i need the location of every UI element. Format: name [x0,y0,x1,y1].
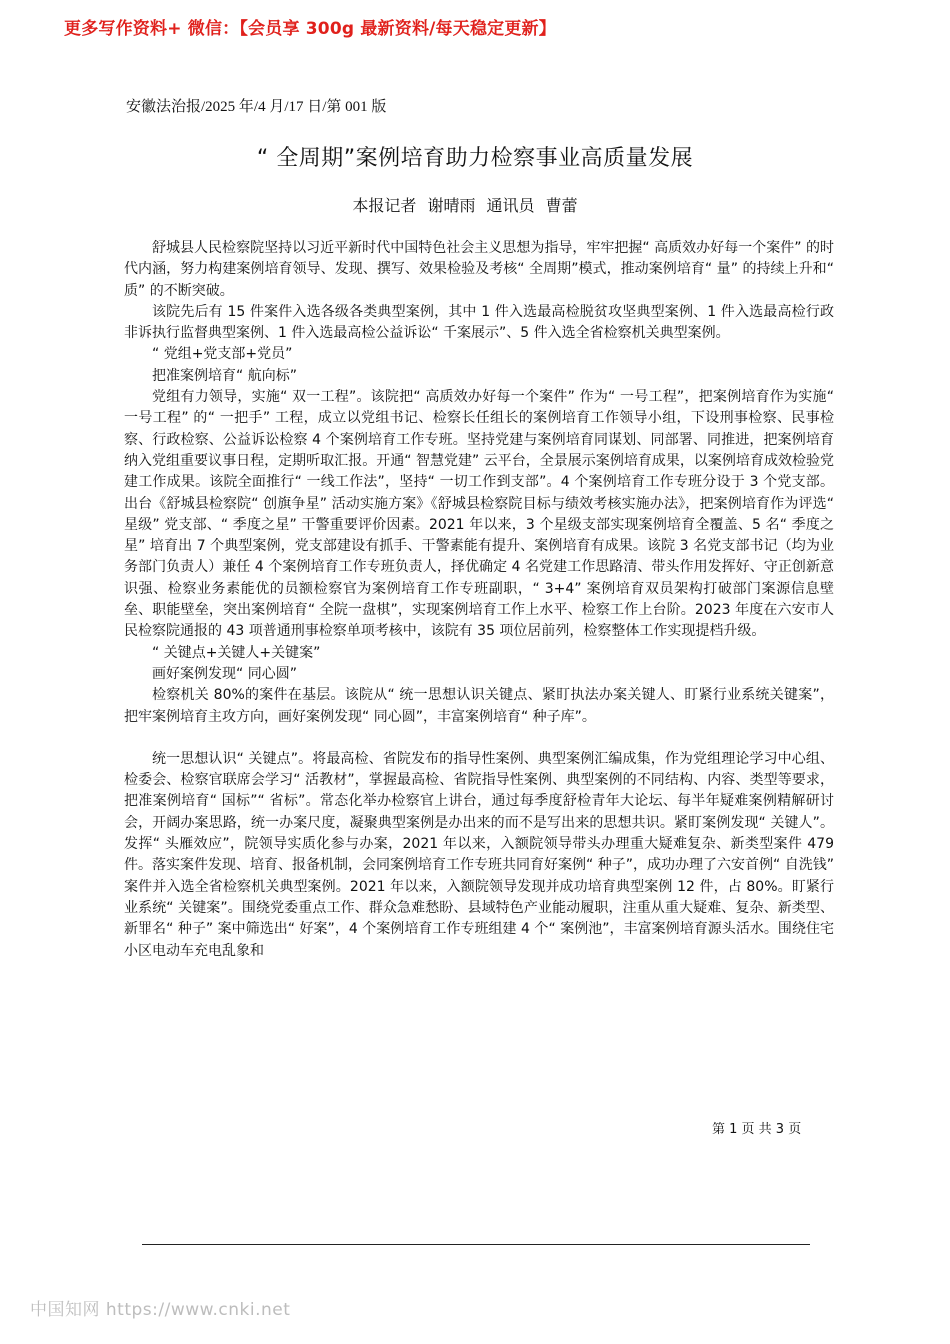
promo-banner: 更多写作资料+ 微信：【会员享 300g 最新资料/每天稳定更新】 [64,19,556,39]
subheading: 画好案例发现“ 同心圆” [152,665,297,682]
source-line: 安徽法治报/2025 年/4 月/17 日/第 001 版 [126,99,387,115]
footer-watermark: 中国知网 https://www.cnki.net [30,1300,291,1320]
paragraph: 统一思想认识“ 关键点”。将最高检、省院发布的指导性案例、典型案例汇编成集，作为党组理论学习中心组、检委会、检察官联席会学习“ 活教材”，掌握最高检、省院指导性案例、典型案例的不同结构、内容、类型等要求，把准案例培育“ 国标”“ 省标”。常态化举办检察官上讲台，通过每季度舒检青年大论坛、每半年疑难案例精解研讨会，开阔办案思路，统一办案尺度，凝聚典型案例是办出来的而不是写出来的思想共识。紧盯案例发现“ 关键人”。发挥“ 头雁效应”，院领导实质化参与办案，2021 年以来，入额院领导带头办理重大疑难复杂、新类型案件 479 件。落实案件发现、培育、报备机制，会同案例培育工作专班共同育好案例“ 种子”，成功办理了六安首例“ 自洗钱” 案件并入选全省检察机关典型案例。2021 年以来，入额院领导发现并成功培育典型案例 12 件，占 80%。盯紧行业系统“ 关键案”。围绕党委重点工作、群众急难愁盼、县域特色产业能动履职，注重从重大疑难、复杂、新类型、新罪名“ 种子” 案中筛选出“ 好案”，4 个案例培育工作专班组建 4 个“ 案例池”，丰富案例培育源头活水。围绕住宅小区电动车充电乱象和 [124,750,834,959]
paragraph: 该院先后有 15 件案件入选各级各类典型案例，其中 1 件入选最高检脱贫攻坚典型案例、1 件入选最高检行政非诉执行监督典型案例、1 件入选最高检公益诉讼“ 千案展示”、5 件入选全省检察机关典型案例。 [124,303,834,342]
subheading: “ 党组+党支部+党员” [152,346,293,363]
subheading: “ 关键点+关键人+关键案” [152,644,321,661]
page-indicator: 第 1 页 共 3 页 [712,1122,802,1137]
paragraph: 检察机关 80%的案件在基层。该院从“ 统一思想认识关键点、紧盯执法办案关键人、盯紧行业系统关键案”，把牢案例培育主攻方向，画好案例发现“ 同心圆”，丰富案例培育“ 种子库”。 [124,687,834,725]
article-body [124,238,834,962]
subheading: 把准案例培育“ 航向标” [152,367,297,384]
byline: 本报记者 谢晴雨 通讯员 曹蕾 [352,196,578,215]
paragraph: 舒城县人民检察院坚持以习近平新时代中国特色社会主义思想为指导，牢牢把握“ 高质效办好每一个案件” 的时代内涵，努力构建案例培育领导、发现、撰写、效果检验及考核“ 全周期”模式，推动案例培育“ 量” 的持续上升和“ 质” 的不断突破。 [124,240,834,299]
article-title: “ 全周期”案例培育助力检察事业高质量发展 [256,146,694,171]
paragraph: 党组有力领导，实施“ 双一工程”。该院把“ 高质效办好每一个案件” 作为“ 一号工程”，把案例培育作为实施“ 一号工程” 的“ 一把手” 工程，成立以党组书记、检察长任组长的案例培育工作领导小组，下设刑事检察、民事检察、行政检察、公益诉讼检察 4 个案例培育工作专班。坚持党建与案例培育同谋划、同部署、同推进，把案例培育纳入党组重要议事日程，定期听取汇报。开通“ 智慧党建” 云平台，全景展示案例培育成果，以案例培育成效检验党建工作成果。该院全面推行“ 一线工作法”，坚持“ 一切工作到支部”。4 个案例培育工作专班分设于 3 个党支部。出台《舒城县检察院“ 创旗争星” 活动实施方案》《舒城县检察院目标与绩效考核实施办法》，把案例培育作为评选“ 星级” 党支部、“ 季度之星” 干警重要评价因素。2021 年以来，3 个星级支部实现案例培育全覆盖、5 名“ 季度之星” 培育出 7 个典型案例，党支部建设有抓手、干警素能有提升、案例培育有成果。该院 3 名党支部书记（均为业务部门负责人）兼任 4 个案例培育工作专班负责人，择优确定 4 名党建工作思路清、带头作用发挥好、守正创新意识强、检察业务素能优的员额检察官为案例培育工作专班副职，“ 3+4” 案例培育双员架构打破部门案源信息壁垒、职能壁垒，突出案例培育“ 全院一盘棋”，实现案例培育工作上水平、检察工作上台阶。2023 年度在六安市人民检察院通报的 43 项普通刑事检察单项考核中，该院有 35 项位居前列，检察整体工作实现提档升级。 [124,389,834,640]
footer-divider [142,1244,810,1245]
